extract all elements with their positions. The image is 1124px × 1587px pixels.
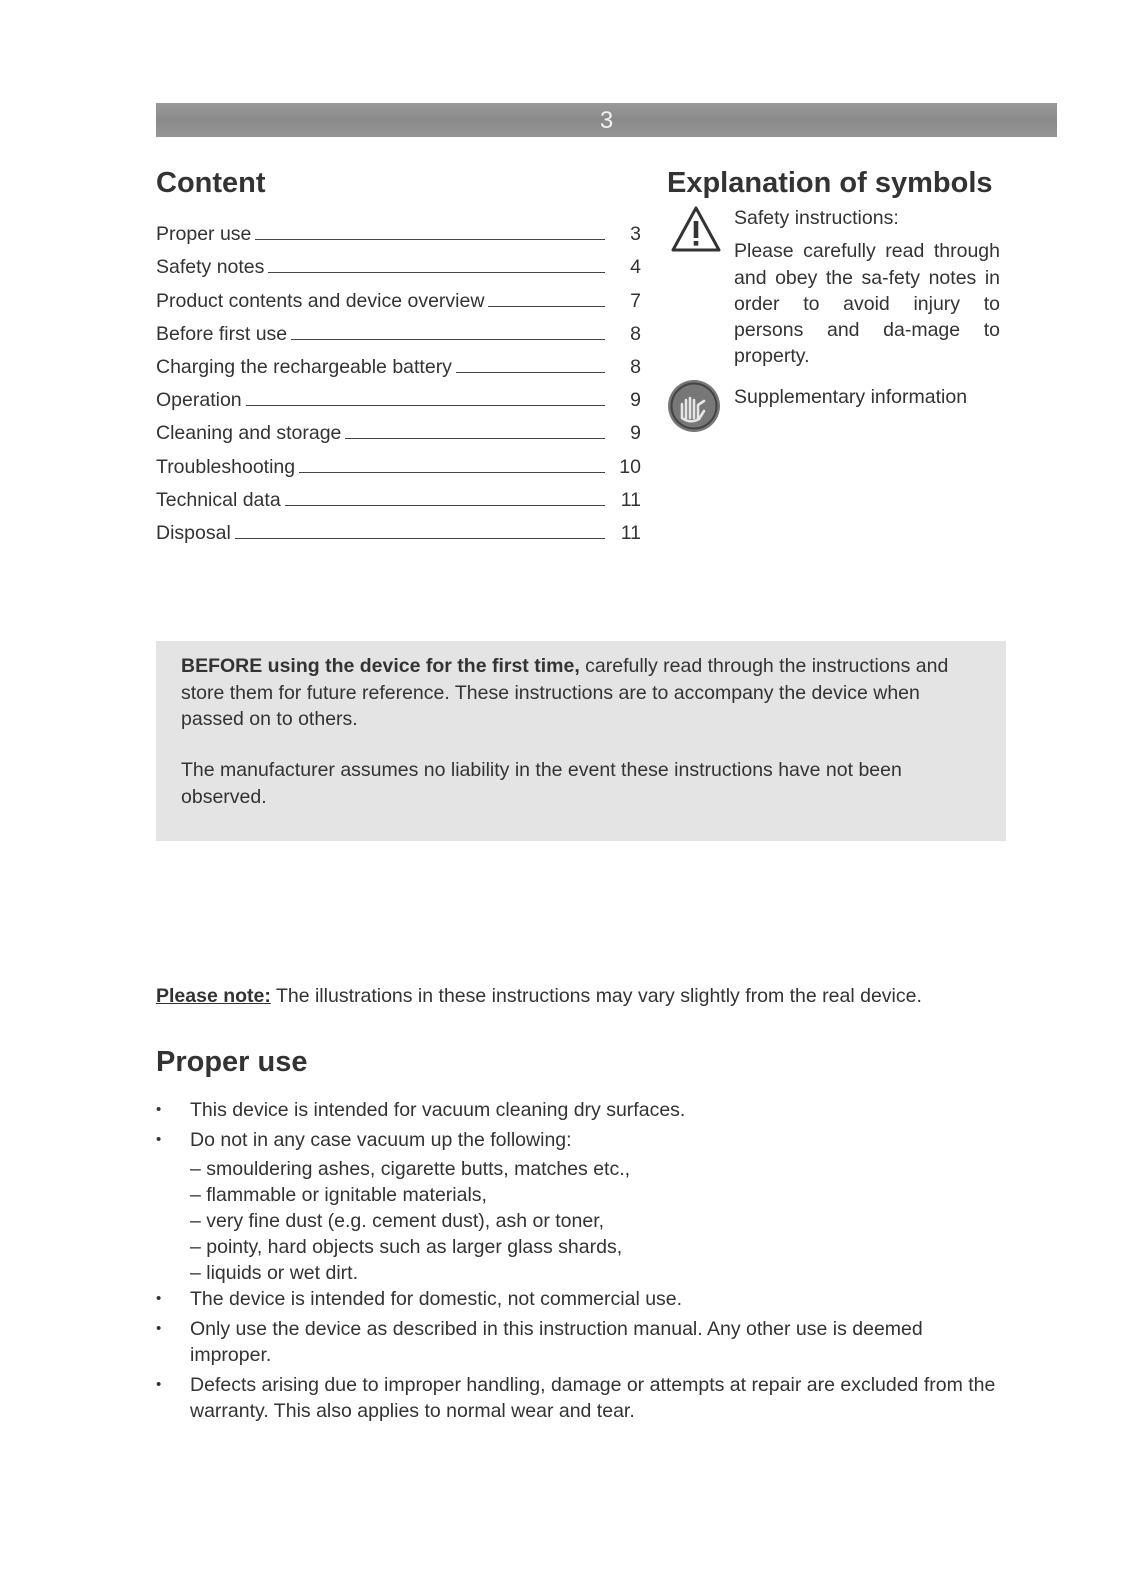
toc-entry	[156, 246, 641, 279]
toc-entry	[156, 313, 641, 346]
toc-leader-line	[488, 306, 605, 307]
notice-paragraph-1	[181, 653, 971, 733]
symbol-row-info	[670, 378, 1000, 439]
toc-entry-page: 8	[630, 322, 641, 345]
toc-leader-line	[456, 372, 605, 373]
content-title: Content	[156, 167, 266, 199]
notice-bold-lead: BEFORE using the device for the first time,	[181, 655, 580, 677]
warning-heading: Safety instructions:	[734, 207, 899, 229]
sub-list-item: – smouldering ashes, cigarette butts, matches etc.,	[190, 1158, 631, 1180]
notice-text-1: carefully read through the instructions and store them for future reference. These instructions are to accompany the device when passed on to others.	[181, 655, 949, 730]
toc-leader-line	[291, 339, 605, 340]
toc-entry-page: 11	[620, 521, 641, 544]
warning-triangle-icon	[670, 205, 734, 258]
toc-leader-line	[268, 272, 605, 273]
sub-list-item: – liquids or wet dirt.	[190, 1262, 358, 1284]
page-number-band	[156, 103, 1057, 137]
proper-use-list	[156, 1097, 1006, 1428]
page-number: 3	[599, 107, 614, 134]
toc-entry	[156, 512, 641, 545]
toc-entry-label: Safety notes	[156, 256, 265, 279]
toc-leader-line	[285, 505, 605, 506]
list-item: • Defects arising due to improper handling, damage or attempts at repair are excluded from the warranty. This also applies to normal wear and tear.	[156, 1372, 1006, 1425]
warning-text: Please carefully read through and obey the sa-fety notes in order to avoid injury to persons and da-mage to property.	[734, 240, 1000, 368]
toc-entry-label: Operation	[156, 389, 242, 412]
toc-entry-page: 4	[630, 256, 641, 279]
toc-entry-label: Proper use	[156, 223, 252, 246]
toc-entry-label: Before first use	[156, 322, 288, 345]
toc-leader-line	[299, 472, 605, 473]
sub-list-item: – very fine dust (e.g. cement dust), ash or toner,	[190, 1210, 605, 1232]
list-item: • The device is intended for domestic, not commercial use.	[156, 1286, 1006, 1313]
symbols-list	[670, 205, 1000, 439]
toc-entry-label: Product contents and device overview	[156, 289, 485, 312]
toc-entry	[156, 479, 641, 512]
list-item: • Do not in any case vacuum up the following:	[156, 1127, 1006, 1154]
symbol-row-warning	[670, 205, 1000, 370]
please-note-label: Please note:	[156, 985, 271, 1007]
sub-list-item: – flammable or ignitable materials,	[190, 1184, 487, 1206]
toc-entry	[156, 279, 641, 312]
toc-leader-line	[255, 239, 605, 240]
toc-entry-page: 9	[630, 422, 641, 445]
toc-entry	[156, 379, 641, 412]
sub-list-item: – pointy, hard objects such as larger glass shards,	[190, 1236, 623, 1258]
toc-leader-line	[345, 438, 605, 439]
toc-entry-label: Charging the rechargeable battery	[156, 355, 452, 378]
toc-entry-label: Cleaning and storage	[156, 422, 342, 445]
toc-entry-page: 10	[619, 455, 641, 478]
table-of-contents	[156, 213, 641, 545]
toc-entry	[156, 346, 641, 379]
toc-entry-page: 3	[630, 223, 641, 246]
proper-use-title: Proper use	[156, 1046, 308, 1078]
info-text: Supplementary information	[734, 385, 968, 408]
toc-entry	[156, 445, 641, 478]
sub-items	[156, 1156, 1006, 1286]
toc-entry	[156, 412, 641, 445]
toc-entry-page: 11	[620, 488, 641, 511]
toc-entry-label: Disposal	[156, 521, 231, 544]
symbols-title: Explanation of symbols	[667, 167, 993, 199]
toc-entry-page: 9	[630, 389, 641, 412]
hand-info-icon	[666, 378, 734, 439]
toc-entry-page: 8	[630, 355, 641, 378]
toc-leader-line	[246, 405, 605, 406]
toc-entry	[156, 213, 641, 246]
toc-entry-page: 7	[630, 289, 641, 312]
toc-leader-line	[235, 538, 605, 539]
toc-entry-label: Troubleshooting	[156, 455, 296, 478]
list-item: • This device is intended for vacuum cleaning dry surfaces.	[156, 1097, 1006, 1124]
notice-paragraph-2: The manufacturer assumes no liability in the event these instructions have not been observed.	[181, 759, 902, 808]
toc-entry-label: Technical data	[156, 488, 281, 511]
list-item: • Only use the device as described in this instruction manual. Any other use is deemed improper.	[156, 1316, 1006, 1369]
please-note	[156, 985, 1016, 1008]
please-note-text: The illustrations in these instructions may vary slightly from the real device.	[270, 985, 922, 1007]
notice-box	[156, 641, 1006, 841]
